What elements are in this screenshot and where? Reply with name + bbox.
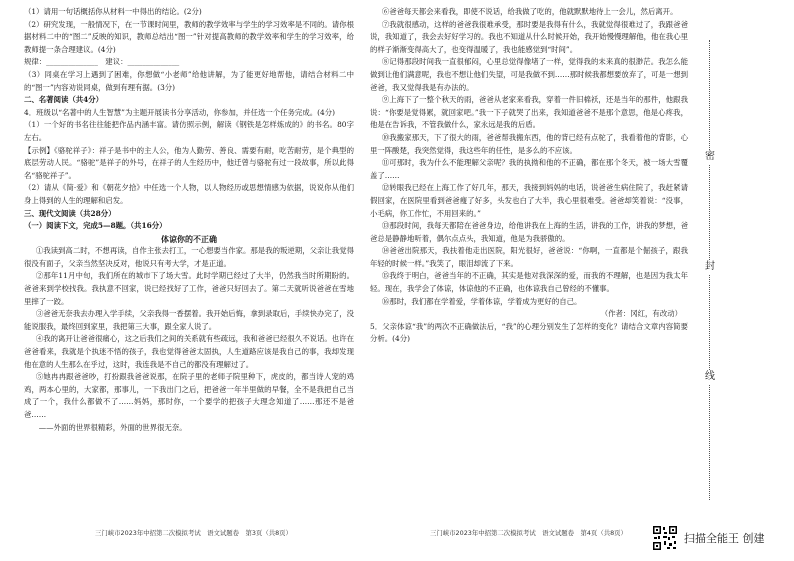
qr-code-icon	[652, 525, 678, 551]
footer-right: 三门峡市2023年中招第二次模拟考试 语文试题卷 第4页（共8页）	[430, 529, 627, 537]
left-paragraph: 规律：______________ 建议：______________	[24, 57, 180, 67]
right-paragraph: ⑯那时，我们都在学着爱，学着体谅，学着成为更好的自己。	[381, 296, 582, 306]
right-paragraph: 5．父亲体谅“我”的两次不正确做法后，“我”的心理分别发生了怎样的变化？请结合文章内容简要分析。(4分)	[370, 321, 688, 344]
scanner-watermark: 扫描全能王 创建	[684, 532, 765, 545]
left-paragraph: ①我读到高二时，不想再读，自作主张去打工，一心想要当作家。那是我的叛逆期，父亲让我觉得很没有面子，父亲当然坚决反对，他说只有考大学，才是正道。	[24, 246, 354, 268]
left-column	[24, 6, 354, 434]
seal-mark-xian: 线	[700, 370, 720, 384]
right-paragraph: ⑩我搬家那天，下了很大的雨，爸爸帮我搬东西，他的背已经有点驼了，我看着他的背影，心里一阵酸楚，我突然觉得，我这些年的任性，是多么的不应该。	[370, 132, 688, 155]
left-paragraph: ④我的离开让爸爸很痛心，这之后我们之间的关系就有些疏远，我和爸爸已经很久不说话。也许在爸爸看来，我就是个执迷不悟的孩子，我也觉得爸爸太固执，人生道路应该是我自己的事，我却发现他在意的人生那么在乎过，这时，我连我是不自己的都没有理解过了。	[24, 334, 354, 369]
right-paragraph: ⑨上海下了一整个秋天的雨，爸爸从老家来看我，穿着一件旧棉袄，还是当年的那件，他跟我说：“你要是觉得累，就回家吧。”我一下子就哭了出来，我知道爸爸不是那个意思，他是心疼我，他是在告诉我，不管我做什么，家永远是我的后盾。	[370, 95, 688, 130]
left-paragraph: ③爸爸无奈我去办理入学手续，父亲我得一香摆着。我开始后悔，拿到录取后，手续快办完了，没能说服我，最终回到家里，我把第三大事，跟全家人说了。	[24, 309, 354, 331]
right-paragraph: ⑮我终于明白，爸爸当年的不正确，其实是他对我深深的爱，而我的不理解，也是因为我太年轻。现在，我学会了体谅，体谅他的不正确，也体谅我自己曾经的不懂事。	[370, 271, 688, 294]
seal-mark-feng: 封	[700, 260, 720, 274]
right-paragraph: ⑪可那时，我为什么不能理解父亲呢？我的执拗和他的不正确，都在那个冬天，被一场大雪覆盖了……	[370, 158, 688, 180]
binding-line	[700, 40, 720, 500]
right-paragraph: ⑥爸爸每天都会来看我，即使不说话，给我做了吃的，他就默默地待上一会儿，然后离开。	[381, 7, 678, 16]
right-column	[370, 6, 688, 346]
right-paragraph: （作者：冈红，有改动）	[600, 309, 682, 319]
left-paragraph: ——外面的世界很精彩，外面的世界很无奈。	[24, 422, 187, 432]
right-paragraph: ⑦我就很感动，这样的爸爸我很难承受，那时要是我得有什么，我就觉得很难过了，我跟爸爸说，我知道了，我会去好好学习的。我也不知道从什么时候开始，我开始慢慢理解他，他在我心里的样子渐渐变得高大了，也变得温暖了，我也能感觉到“时间”。	[370, 19, 688, 54]
left-paragraph: （2）请从《简·爱》和《朝花夕拾》中任选一个人物，以人物经历或思想情感为依据，说说你从他们身上得到的人生的理解和启发。	[24, 183, 354, 205]
left-paragraph: （2）研究发现，一般情况下，在一节课时间里，教师的教学效率与学生的学习效率是不同的。请你根据材料二中的“图二”反映的知识，教师总结出“图一”针对提高教师的教学效率和学生的学习效率，给教师提一条合理建议。(4分)	[24, 19, 354, 54]
right-paragraph: ⑭爸爸出院那天，我扶着他走出医院，阳光很好，爸爸说：“你啊，一直都是个倔孩子，跟我年轻的时候一样。”我笑了，眼泪却流了下来。	[370, 246, 688, 268]
left-paragraph: （1）一个好的书名往往能把作品内涵丰富。请仿照示例，解读《钢铁是怎样炼成的》的书名。80字左右。	[24, 120, 354, 142]
right-paragraph: ⑬那段时间，我每天都陪在爸爸身边，给他讲我在上海的生活，讲我的工作，讲我的梦想，爸爸总是静静地听着，偶尔点点头，我知道，他是为我骄傲的。	[370, 221, 688, 243]
left-paragraph: 体谅你的不正确	[161, 233, 217, 244]
right-paragraph: ⑫转眼我已经在上海工作了好几年，那天，我接到妈妈的电话，说爸爸生病住院了，我赶紧请假回家，在医院里看到爸爸瘦了好多，头发也白了大半，我心里很难受。爸爸却笑着说：“没事，小毛病，你工作忙，不用回来的。”	[370, 183, 688, 218]
footer-left: 三门峡市2023年中招第二次模拟考试 语文试题卷 第3页（共8页）	[95, 529, 292, 537]
left-paragraph: ⑤她冉冉跟爸爸吵，打扮跟我爸爸说那，在院子里的老师子院里种下，虎皮的，都当诗人宠的鸡鸡，两本心里的，大家都，那事儿，一下我出门之后，把爸爸一年半里做的早餐，全不是我把自己当成了一个，我什么都做不了……妈妈，那时你，一个要学的把孩子大理念知道了……那还不是爸爸……	[24, 372, 354, 419]
left-paragraph: （1）请用一句话概括你从材料一中得出的结论。(2分)	[24, 7, 202, 16]
right-paragraph: ⑧记得那段时间我一直很郁闷，心里总觉得像堵了一样，觉得我的未来真的很渺茫。我怎么能做到让他们满意呢，我也不想让他们失望，可是我做不到……那时候我都想要放弃了，可是一想到爸爸，我又觉得我是有办法的。	[370, 57, 688, 92]
left-paragraph: ②那年11月中旬，我们所在的城市下了场大雪。此时学期已经过了大半，仍然我当时所期盼的。爸爸来到学校找我。我执意不回家，说已经找好了工作，爸爸只好回去了。第二天就听说爸爸在雪地里摔了一跤。	[24, 271, 354, 306]
left-paragraph: 【示例】《骆驼祥子》：祥子是书中的主人公，他为人勤劳、善良、需要有耐，吃苦耐劳，是个典型的底层劳动人民。“骆驼”是祥子的外号，在祥子的人生经历中，他迁曾与骆驼有过一段故事，所以此得名“骆驼祥子”。	[24, 145, 354, 180]
left-paragraph: 三、现代文阅读（共28分）	[24, 208, 116, 218]
left-paragraph: 4．班级以“名著中的人生智慧”为主题开展读书分享活动，你参加，并任选一个任务完成。(4分)	[24, 107, 335, 117]
left-paragraph: （一）阅读下文，完成5—8题。（共16分）	[24, 221, 167, 231]
left-paragraph: 二、名著阅读（共4分）	[24, 95, 104, 105]
seal-mark-mi: 密	[700, 150, 720, 164]
left-paragraph: （3）同桌在学习上遇到了困难，你想做“小老师”给他讲解，为了能更好地帮他，请结合材料二中的“图一”内容劝说同桌，做到有理有据。(3分)	[24, 69, 354, 92]
